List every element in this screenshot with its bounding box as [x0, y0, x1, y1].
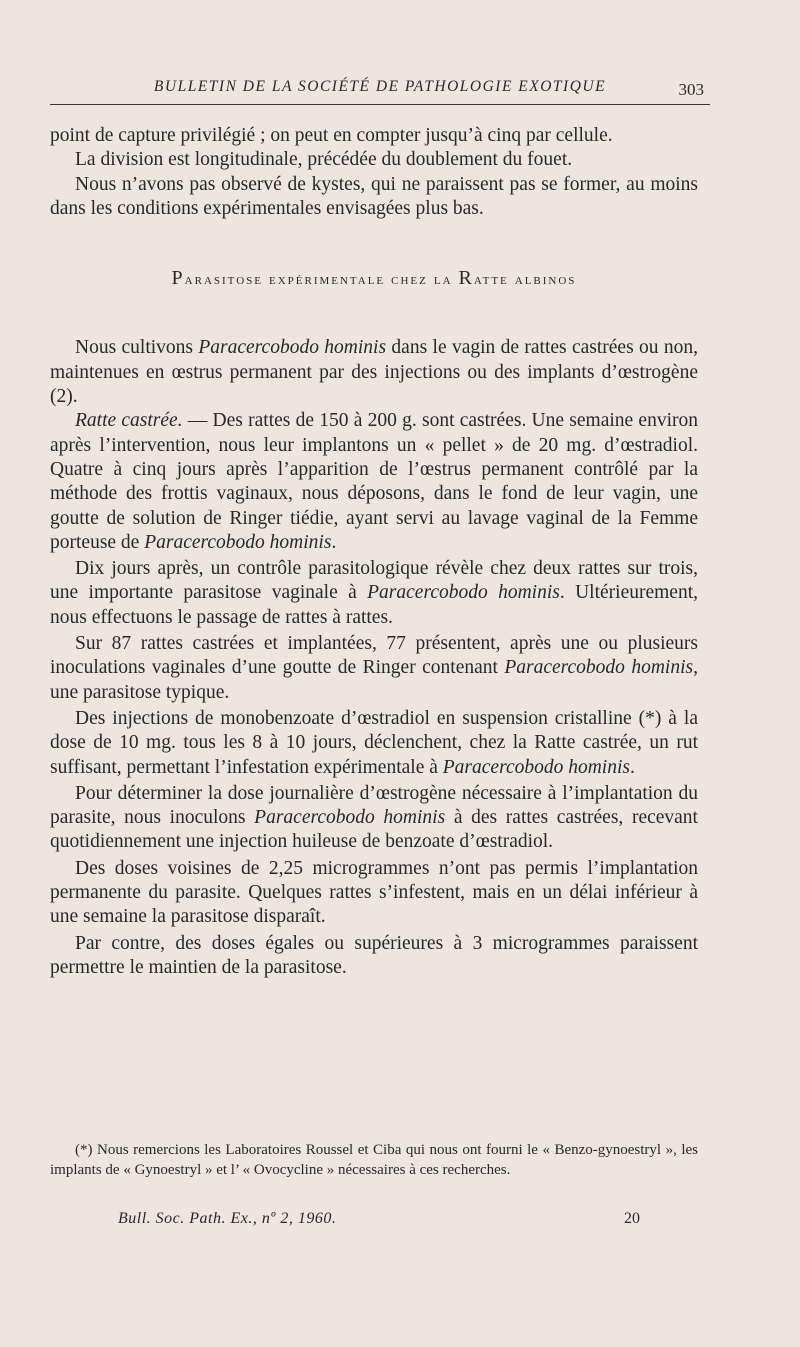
species-name: Paracercobodo hominis: [442, 756, 630, 778]
paragraph-4: Nous cultivons Paracercobodo hominis dans le vagin de rattes castrées ou non, maintenues en œstrus permanent par des injections ou des implants d’œstrogène (2).: [50, 337, 699, 408]
section-heading: Parasitose expérimentale chez la Ratte albinos: [171, 267, 577, 290]
journal-citation: Bull. Soc. Path. Ex., nº 2, 1960.: [118, 1210, 337, 1227]
footnote: [50, 1140, 698, 1180]
footnote-text: (*) Nous remercions les Laboratoires Roussel et Ciba qui nous ont fourni le « Benzo-gynoestryl », les implants de « Gynoestryl » et l’ « Ovocycline » nécessaires à ces recherches.: [50, 1142, 698, 1178]
paragraph-11: Par contre, des doses égales ou supérieures à 3 microgrammes paraissent permettre le maintien de la parasitose.: [50, 932, 698, 978]
paragraph-5: Ratte castrée. — Des rattes de 150 à 200 g. sont castrées. Une semaine environ après l’intervention, nous leur implantons un « pellet » de 20 mg. d’œstradiol. Quatre à cinq jours après l’apparition de l’œstrus permanent contrôlé par la méthode des frottis vaginaux, nous déposons, dans le fond de leur vagin, une goutte de solution de Ringer tiédie, ayant servi au lavage vaginal de la Femme porteuse de Paracercobodo hominis.: [50, 410, 698, 553]
species-name: Paracercobodo hominis: [254, 807, 446, 829]
species-name: Paracercobodo hominis: [198, 337, 387, 359]
species-name: Paracercobodo hominis: [144, 531, 332, 553]
paragraph-2: La division est longitudinale, précédée du doublement du fouet.: [75, 149, 573, 171]
page-number: 303: [678, 80, 704, 99]
species-name: Paracercobodo hominis: [504, 657, 694, 679]
paragraph-8: Des injections de monobenzoate d’œstradiol en suspension cristalline (*) à la dose de 10 mg. tous les 8 à 10 jours, déclenchent, chez la Ratte castrée, un rut suffisant, permettant l’infestation expérimentale à Paracercobodo hominis.: [50, 707, 698, 778]
running-header: BULLETIN DE LA SOCIÉTÉ DE PATHOLOGIE EXOTIQUE: [153, 78, 607, 95]
paragraph-6: Dix jours après, un contrôle parasitologique révèle chez deux rattes sur trois, une importante parasitose vaginale à Paracercobodo hominis. Ultérieurement, nous effectuons le passage de rattes à rattes.: [50, 558, 698, 628]
footer-folio: 20: [624, 1210, 640, 1227]
article-body: [50, 124, 698, 980]
paragraph-9: Pour déterminer la dose journalière d’œstrogène nécessaire à l’implantation du parasite, nous inoculons Paracercobodo hominis à des rattes castrées, recevant quotidiennement une injection huileuse de benzoate d’œstradiol.: [50, 782, 698, 853]
paragraph-1: point de capture privilégié ; on peut en compter jusqu’à cinq par cellule.: [50, 125, 613, 146]
subheading-ratte-castree: Ratte castrée.: [75, 410, 183, 432]
paragraph-10: Des doses voisines de 2,25 microgrammes n’ont pas permis l’implantation permanente du parasite. Quelques rattes s’infestent, mais en un délai inférieur à une semaine la parasitose disparaît.: [50, 857, 698, 928]
header-rule: [50, 104, 710, 105]
paragraph-7: Sur 87 rattes castrées et implantées, 77 présentent, après une ou plusieurs inoculations vaginales d’une goutte de Ringer contenant Paracercobodo hominis, une parasitose typique.: [50, 633, 698, 703]
species-name: Paracercobodo hominis: [367, 582, 560, 604]
paragraph-3: Nous n’avons pas observé de kystes, qui ne paraissent pas se former, au moins dans les conditions expérimentales envisagées plus bas.: [50, 173, 698, 219]
